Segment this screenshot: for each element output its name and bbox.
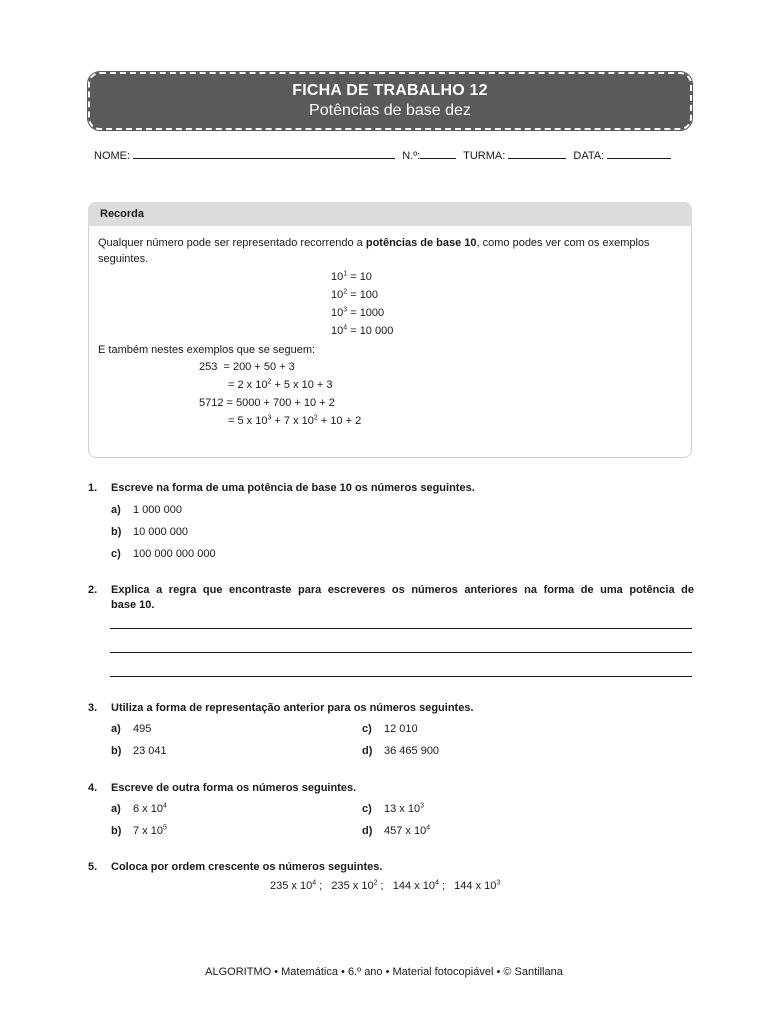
question-2-text-line2: base 10.	[111, 599, 155, 611]
example-10-4: $10^4 = 10$ 000	[331, 324, 394, 337]
q4-item-d: d) 457 x $10^4$	[362, 824, 431, 837]
recorda-also: E também nestes exemplos que se seguem:	[98, 344, 316, 356]
example-253-line2: = 2 x $10^2 + 5$ x 10 + 3	[228, 378, 333, 391]
question-2-text: Explica a regra que encontraste para escreveres os números anteriores na forma de uma potência de	[111, 584, 694, 596]
question-5-number: 5.	[88, 861, 98, 873]
answer-line[interactable]	[110, 676, 692, 677]
q1-item-c: c) 100 000 000 000	[111, 548, 216, 560]
intro-text-end: , como podes ver com os exemplos	[476, 237, 650, 249]
example-10-1: $10^1 = 10$	[331, 270, 372, 283]
answer-line[interactable]	[110, 628, 692, 629]
q4-item-a: a) 6 x $10^4$	[111, 802, 167, 815]
question-4-text: Escreve de outra forma os números seguintes.	[111, 782, 357, 794]
q3-item-a: a) 495	[111, 723, 152, 735]
question-4-number: 4.	[88, 782, 98, 794]
question-1-text: Escreve na forma de uma potência de base 10 os números seguintes.	[111, 482, 475, 494]
number-field[interactable]	[420, 148, 456, 159]
class-field[interactable]	[508, 148, 566, 159]
intro-bold: potências de base 10	[365, 237, 477, 249]
name-label: NOME:	[94, 150, 131, 162]
q3-item-c: c) 12 010	[362, 723, 418, 735]
question-5-text: Coloca por ordem crescente os números seguintes.	[111, 861, 383, 873]
recorda-intro-line2: seguintes.	[98, 253, 149, 265]
intro-text: Qualquer número pode ser representado recorrendo a	[98, 237, 366, 249]
recorda-intro	[98, 236, 650, 251]
q3-item-b: b) 23 041	[111, 745, 167, 757]
q4-item-b: b) 7 x $10^5$	[111, 824, 167, 837]
recorda-header	[88, 202, 692, 226]
number-label: N.º:	[402, 150, 421, 162]
question-3-number: 3.	[88, 702, 98, 714]
answer-line[interactable]	[110, 652, 692, 653]
example-253-line1: 253 = 200 + 50 + 3	[199, 361, 295, 373]
question-1-number: 1.	[88, 482, 98, 494]
student-fields	[94, 148, 675, 162]
date-label: DATA:	[573, 150, 605, 162]
question-2-number: 2.	[88, 584, 98, 596]
example-5712-line1: 5712 = 5000 + 700 + 10 + 2	[199, 397, 335, 409]
q5-number-list: 235 x $10^4$ ; 235 x $10^2$ ; 144 x $10^4$ ; 144 x $10^3$	[270, 879, 501, 892]
question-3-text: Utiliza a forma de representação anterior para os números seguintes.	[111, 702, 474, 714]
example-10-3: $10^3 = 1000$	[331, 306, 385, 319]
q4-item-c: c) 13 x $10^3$	[362, 802, 424, 815]
worksheet-title: FICHA DE TRABALHO 12	[292, 82, 488, 99]
page-footer: ALGORITMO • Matemática • 6.º ano • Material fotocopiável • © Santillana	[205, 966, 563, 978]
class-label: TURMA:	[463, 150, 506, 162]
date-field[interactable]	[607, 148, 671, 159]
example-5712-line2: = 5 x $10^3 + 7$ x $10^2 + 10 + 2$	[228, 414, 362, 427]
worksheet-subtitle: Potências de base dez	[309, 102, 471, 119]
name-field[interactable]	[133, 148, 395, 159]
q1-item-b: b) 10 000 000	[111, 526, 189, 538]
q3-item-d: d) 36 465 900	[362, 745, 440, 757]
example-10-2: $10^2 = 100$	[331, 288, 379, 301]
recorda-heading: Recorda	[100, 208, 145, 220]
worksheet-header	[88, 72, 692, 130]
q1-item-a: a) 1 000 000	[111, 504, 182, 516]
